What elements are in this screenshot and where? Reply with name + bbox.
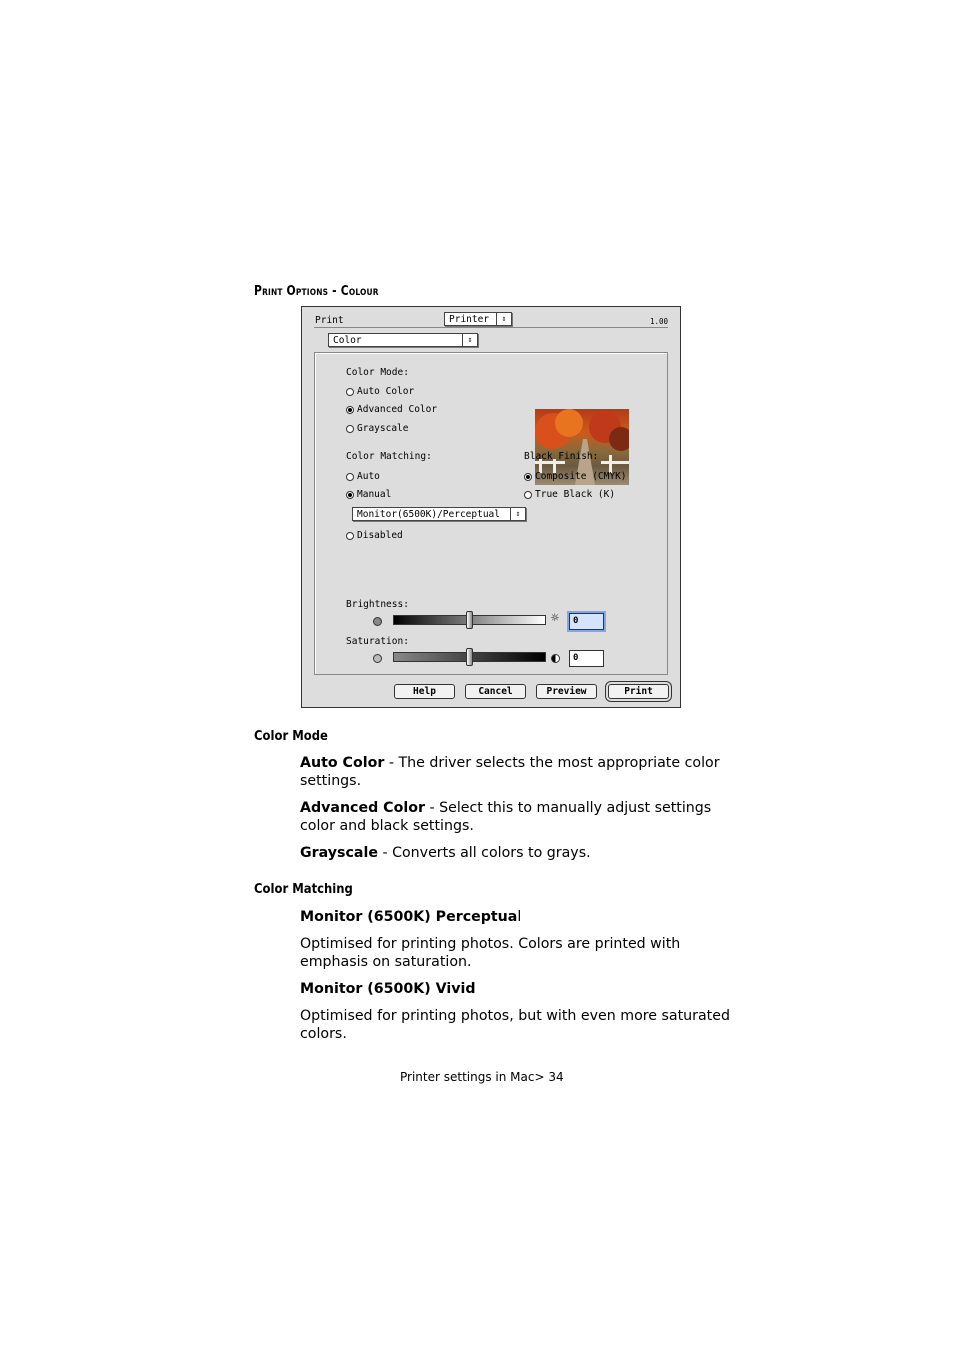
radio-grayscale[interactable] <box>346 423 408 434</box>
term-tail: l <box>517 909 522 925</box>
grayscale-description <box>300 844 730 862</box>
color-matching-heading: Color Matching <box>254 881 353 897</box>
panel-popup[interactable] <box>328 333 478 347</box>
radio-matching-auto[interactable] <box>346 471 380 482</box>
panel-popup-label: Color <box>333 335 362 346</box>
radio-advanced-color-label: Advanced Color <box>357 404 438 415</box>
color-mode-label: Color Mode: <box>346 367 409 378</box>
radio-grayscale-label: Grayscale <box>357 423 409 434</box>
printer-popup-label: Printer <box>449 314 490 325</box>
driver-version: 1.00 <box>649 317 668 326</box>
brightness-value-field[interactable]: 0 <box>569 613 604 630</box>
print-dialog <box>301 306 681 708</box>
page-footer: Printer settings in Mac> 34 <box>400 1070 564 1084</box>
updown-arrow-icon: ⇕ <box>510 508 525 520</box>
color-matching-label: Color Matching: <box>346 451 432 462</box>
radio-icon <box>524 491 532 499</box>
vivid-term <box>300 980 730 998</box>
radio-matching-manual-label: Manual <box>357 489 392 500</box>
saturation-value-field[interactable]: 0 <box>569 650 604 667</box>
black-finish-label: Black Finish: <box>524 451 599 462</box>
dialog-title: Print <box>315 315 344 326</box>
cancel-button[interactable]: Cancel <box>465 684 526 699</box>
low-saturation-icon <box>373 654 382 663</box>
term-bold: Monitor (6500K) Vivid <box>300 981 476 997</box>
auto-color-description <box>300 754 730 790</box>
updown-arrow-icon: ⇕ <box>496 313 511 325</box>
radio-selected-icon <box>524 473 532 481</box>
perceptual-description: Optimised for printing photos. Colors are printed with emphasis on saturation. <box>300 936 681 970</box>
radio-icon <box>346 425 354 433</box>
printer-popup[interactable] <box>444 312 512 326</box>
radio-icon <box>346 532 354 540</box>
print-button[interactable]: Print <box>608 684 669 699</box>
dim-icon <box>373 617 382 626</box>
profile-popup-label: Monitor(6500K)/Perceptual <box>357 509 500 520</box>
radio-composite-label: Composite (CMYK) <box>535 471 627 482</box>
radio-composite-cmyk[interactable] <box>524 471 627 482</box>
radio-selected-icon <box>346 406 354 414</box>
vivid-description: Optimised for printing photos, but with even more saturated colors. <box>300 1008 730 1042</box>
term: Advanced Color <box>300 800 425 816</box>
radio-matching-disabled[interactable] <box>346 530 403 541</box>
description: - Converts all colors to grays. <box>377 845 591 861</box>
preview-button[interactable]: Preview <box>536 684 597 699</box>
contrast-icon <box>551 654 560 663</box>
section-title: Print Options - Colour <box>254 284 379 299</box>
updown-arrow-icon: ⇕ <box>462 334 477 346</box>
radio-auto-color-label: Auto Color <box>357 386 415 397</box>
color-mode-heading: Color Mode <box>254 728 328 744</box>
term: Auto Color <box>300 755 385 771</box>
radio-auto-color[interactable] <box>346 386 414 397</box>
radio-advanced-color[interactable] <box>346 404 437 415</box>
title-divider <box>314 327 668 328</box>
saturation-label: Saturation: <box>346 636 409 647</box>
radio-true-black-label: True Black (K) <box>535 489 616 500</box>
radio-matching-auto-label: Auto <box>357 471 380 482</box>
perceptual-term <box>300 908 730 926</box>
advanced-color-description <box>300 799 730 835</box>
color-settings-group <box>314 352 668 675</box>
saturation-slider-thumb[interactable] <box>466 648 473 666</box>
help-button[interactable]: Help <box>394 684 455 699</box>
description: - The driver selects the most appropriate color settings. <box>300 755 720 789</box>
term-bold: Monitor (6500K) Perceptua <box>300 909 518 925</box>
profile-popup[interactable] <box>352 507 526 521</box>
radio-selected-icon <box>346 491 354 499</box>
term: Grayscale <box>300 845 378 861</box>
radio-icon <box>346 388 354 396</box>
sun-icon: ☼ <box>551 611 559 626</box>
radio-icon <box>346 473 354 481</box>
radio-true-black[interactable] <box>524 489 615 500</box>
brightness-slider-thumb[interactable] <box>466 611 473 629</box>
description: - Select this to manually adjust settings color and black settings. <box>300 800 712 834</box>
radio-matching-disabled-label: Disabled <box>357 530 403 541</box>
radio-matching-manual[interactable] <box>346 489 391 500</box>
brightness-label: Brightness: <box>346 599 409 610</box>
